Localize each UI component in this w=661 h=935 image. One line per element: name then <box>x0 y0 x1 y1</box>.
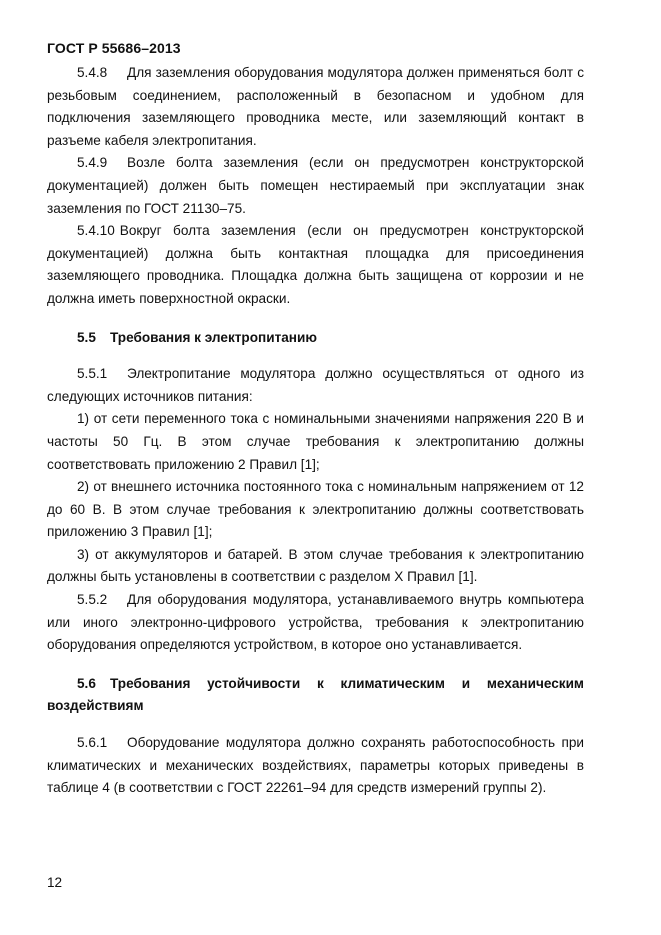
clause-5-4-10 <box>47 220 584 310</box>
clause-text: Вокруг болта заземления (если он предусмотрен конструкторской документацией) должна быть контактная площадка для присоединения заземляющего проводника. Площадка должна быть защищена от коррозии и не должна иметь поверхностной окраски. <box>47 223 584 306</box>
clause-5-5-2 <box>47 589 584 657</box>
clause-text: Для оборудования модулятора, устанавливаемого внутрь компьютера или иного электронно-цифрового устройства, требования к электропитанию оборудования определяются устройством, в которое оно устанавливается. <box>47 592 584 653</box>
clause-number: 5.4.10 <box>77 223 115 239</box>
section-title: Требования к электропитанию <box>110 329 317 345</box>
clause-5-4-8 <box>47 62 584 152</box>
clause-5-4-9 <box>47 152 584 220</box>
clause-number: 5.4.8 <box>77 65 108 80</box>
clause-text: Оборудование модулятора должно сохранять работоспособность при климатических и механических воздействиях, параметры которых приведены в таблице 4 (в соответствии с ГОСТ 22261–94 для средств измерений группы 2). <box>47 735 584 796</box>
list-item-2: 2) от внешнего источника постоянного тока с номинальным напряжением от 12 до 60 В. В этом случае требования к электропитанию должны соответствовать приложению 3 Правил [1]; <box>47 479 584 540</box>
list-item-3: 3) от аккумуляторов и батарей. В этом случае требования к электропитанию должны быть установлены в соответствии с разделом X Правил [1]. <box>47 546 584 585</box>
clause-number: 5.4.9 <box>77 155 108 171</box>
section-heading-5-5 <box>47 327 584 350</box>
document-header: ГОСТ Р 55686–2013 <box>47 40 181 56</box>
clause-number: 5.6.1 <box>77 735 108 751</box>
clause-text: Для заземления оборудования модулятора должен применяться болт с резьбовым соединением, расположенный в безопасном и удобном для подключения заземляющего проводника месте, или заземляющий контакт в разъеме кабеля электропитания. <box>47 65 584 148</box>
section-heading-5-6 <box>47 673 584 718</box>
section-number: 5.5 <box>77 329 96 345</box>
list-item-1: 1) от сети переменного тока с номинальными значениями напряжения 220 В и частоты 50 Гц. В этом случае требования к электропитанию должны соответствовать приложению 2 Правил [1]; <box>47 411 584 472</box>
section-number: 5.6 <box>77 675 96 691</box>
section-title: Требования устойчивости к климатическим и механическим воздействиям <box>47 675 584 714</box>
page-number: 12 <box>47 875 63 890</box>
clause-text: Электропитание модулятора должно осуществляться от одного из следующих источников питания: <box>47 366 584 404</box>
clause-5-5-1 <box>47 363 584 408</box>
clause-5-6-1 <box>47 732 584 800</box>
document-body <box>47 62 584 800</box>
clause-number: 5.5.1 <box>77 366 108 382</box>
clause-text: Возле болта заземления (если он предусмотрен конструкторской документацией) должен быть помещен нестираемый при эксплуатации знак заземления по ГОСТ 21130–75. <box>47 155 584 216</box>
clause-number: 5.5.2 <box>77 592 108 608</box>
